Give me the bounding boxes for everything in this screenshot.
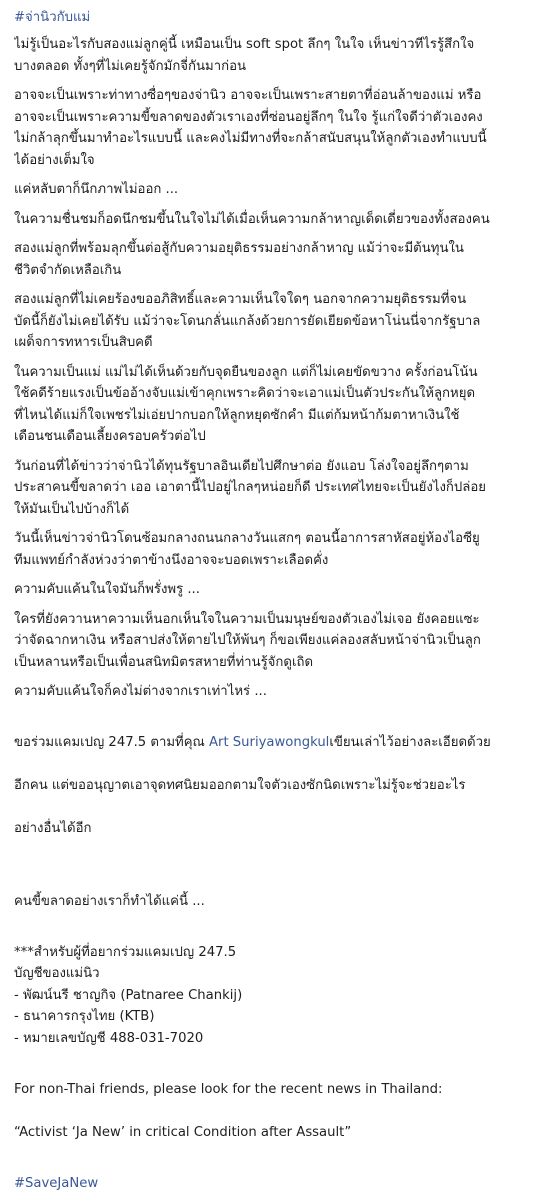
paragraph-line: บัดนี้ก็ยังไม่เคยได้รับ แม้ว่าจะโดนกลั่นแกล้งด้วยการยัดเยียดข้อหาโน่นนี่จากรัฐบาล <box>14 313 481 329</box>
english-line-1: For non-Thai friends, please look for the recent news in Thailand: <box>14 1081 443 1097</box>
account-item-bank: - ธนาคารกรุงไทย (KTB) <box>14 1009 155 1024</box>
paragraph-line: ใครที่ยังควานหาความเห็นอกเห็นใจในความเป็นมนุษย์ของตัวเองไม่เจอ ยังคอยแซะ <box>14 611 480 627</box>
mention-art-suriyawongkul-link[interactable]: Art Suriyawongkul <box>209 735 330 750</box>
post-paragraph <box>14 456 539 521</box>
paragraph-line: เดือนชนเดือนเลี้ยงครอบครัวต่อไป <box>14 429 206 444</box>
closing-line <box>14 869 539 934</box>
post-paragraph <box>14 209 539 231</box>
paragraph-line: สองแม่ลูกที่ไม่เคยร้องขออภิสิทธิ์และความเห็นใจใดๆ นอกจากความยุติธรรมที่จน <box>14 292 467 307</box>
campaign-prefix: ขอร่วมแคมเปญ 247.5 ตามที่คุณ <box>14 735 209 750</box>
campaign-line-3: อย่างอื่นได้อีก <box>14 821 92 836</box>
post-paragraph <box>14 609 539 674</box>
post-paragraph <box>14 34 539 77</box>
account-header: ***สำหรับผู้ที่อยากร่วมแคมเปญ 247.5 <box>14 944 237 960</box>
paragraph-line: ให้มันเป็นไปบ้างก็ได้ <box>14 501 130 517</box>
campaign-suffix: เขียนเล่าไว้อย่างละเอียดด้วย <box>329 735 491 750</box>
post-paragraph <box>14 528 539 571</box>
paragraph-line: สองแม่ลูกที่พร้อมลุกขึ้นต่อสู้กับความอยุติธรรมอย่างกล้าหาญ แม้ว่าจะมีต้นทุนใน <box>14 241 464 256</box>
post-paragraph <box>14 289 539 354</box>
paragraph-line: ไม่รู้เป็นอะไรกับสองแม่ลูกคู่นี้ เหมือนเป็น soft spot ลึกๆ ในใจ เห็นข่าวทีไรรู้สึกใจ <box>14 37 475 52</box>
paragraph-line: ความคับแค้นใจก็คงไม่ต่างจากเราเท่าไหร่ ... <box>14 684 267 699</box>
post-paragraph <box>14 362 539 448</box>
paragraph-line: อาจจะเป็นเพราะท่าทางซื่อๆของจ่านิว อาจจะเป็นเพราะสายตาที่อ่อนล้าของแม่ หรือ <box>14 88 482 103</box>
paragraph-line: เป็นหลานหรือเป็นเพื่อนสนิทมิตรสหายที่ท่านรู้จักดูเถิด <box>14 654 314 670</box>
post-body <box>14 34 539 703</box>
hashtag-bottom-link[interactable]: #SaveJaNew <box>14 1175 99 1191</box>
account-item-name: - พัฒน์นรี ชาญกิจ (Patnaree Chankij) <box>14 987 243 1003</box>
account-subheader: บัญชีของแม่นิว <box>14 966 100 981</box>
paragraph-line: ความคับแค้นในใจมันก็พรั่งพรู ... <box>14 582 200 597</box>
paragraph-line: แค่หลับตาก็นึกภาพไม่ออก ... <box>14 182 179 197</box>
paragraph-line: ไม่กล้าลุกขึ้นมาทำอะไรแบบนี้ และคงไม่มีทางที่จะกล้าสนับสนุนให้ลูกตัวเองทำแบบนี้ <box>14 131 487 146</box>
paragraph-line: ใช้คดีร้ายแรงเป็นข้ออ้างจับแม่เข้าคุกเพราะคิดว่าจะเอาแม่เป็นตัวประกันให้ลูกหยุด <box>14 386 476 401</box>
paragraph-line: ได้อย่างเต็มใจ <box>14 152 95 168</box>
post-paragraph <box>14 85 539 171</box>
paragraph-line: ประสาคนขี้ขลาดว่า เออ เอาตานี้ไปอยู่ไกลๆหน่อยก็ดี ประเทศไทยจะเป็นยังไงก็ปล่อย <box>14 480 486 495</box>
hashtag-top-link[interactable]: #จ่านิวกับแม่ <box>14 10 91 25</box>
post-paragraph <box>14 681 539 703</box>
paragraph-line: เผด็จการทหารเป็นสิบคดี <box>14 335 153 350</box>
paragraph-line: ในความชื่นชมก็อดนึกชมขึ้นในใจไม่ได้เมื่อเห็นความกล้าหาญเด็ดเดี่ยวของทั้งสองคน <box>14 211 490 227</box>
paragraph-line: บางตลอด ทั้งๆที่ไม่เคยรู้จักมักจี่กันมาก่อน <box>14 58 247 74</box>
post-paragraph <box>14 238 539 281</box>
paragraph-line: ชีวิตจำกัดเหลือเกิน <box>14 262 122 278</box>
paragraph-line: วันก่อนที่ได้ข่าวว่าจ่านิวได้ทุนรัฐบาลอินเดียไปศึกษาต่อ ยังแอบ โล่งใจอยู่ลึกๆตาม <box>14 458 469 474</box>
paragraph-line: ที่ไหนได้แม่ก็ใจเพชรไม่เอ่ยปากบอกให้ลูกหยุดซักคำ มีแต่ก้มหน้าก้มตาหาเงินใช้ <box>14 407 460 423</box>
paragraph-line: วันนี้เห็นข่าวจ่านิวโดนซ้อมกลางถนนกลางวันแสกๆ ตอนนี้อาการสาหัสอยู่ห้องไอซียู <box>14 531 480 546</box>
paragraph-line: ทีมแพทย์กำลังห่วงว่าตาข้างนึงอาจจะบอดเพราะเลือดคั่ง <box>14 552 329 568</box>
paragraph-line: ว่าจัดฉากหาเงิน หรือสาปส่งให้ตายไปให้พ้นๆ ก็ขอเพียงแค่ลองสลับหน้าจ่านิวเป็นลูก <box>14 633 481 648</box>
post-paragraph <box>14 579 539 601</box>
campaign-paragraph <box>14 711 539 862</box>
campaign-line-1 <box>14 732 539 754</box>
paragraph-line: ในความเป็นแม่ แม่ไม่ได้เห็นด้วยกับจุดยืนของลูก แต่ก็ไม่เคยขัดขวาง ครั้งก่อนโน้น <box>14 364 478 380</box>
closing-line-text: คนขี้ขลาดอย่างเราก็ทำได้แค่นี้ ... <box>14 893 205 909</box>
english-note <box>14 1057 539 1165</box>
english-line-2: “Activist ‘Ja New’ in critical Condition after Assault” <box>14 1124 352 1140</box>
account-info <box>14 942 539 1050</box>
post-paragraph <box>14 179 539 201</box>
account-item-number: - หมายเลขบัญชี 488-031-7020 <box>14 1030 204 1046</box>
campaign-line-2: อีกคน แต่ขออนุญาตเอาจุดทศนิยมออกตามใจตัวเองซักนิดเพราะไม่รู้จะช่วยอะไร <box>14 778 466 793</box>
paragraph-line: อาจจะเป็นเพราะความขี้ขลาดของตัวเราเองที่ซ่อนอยู่ลึกๆ ในใจ รู้แก่ใจดีว่าตัวเองคง <box>14 109 483 125</box>
